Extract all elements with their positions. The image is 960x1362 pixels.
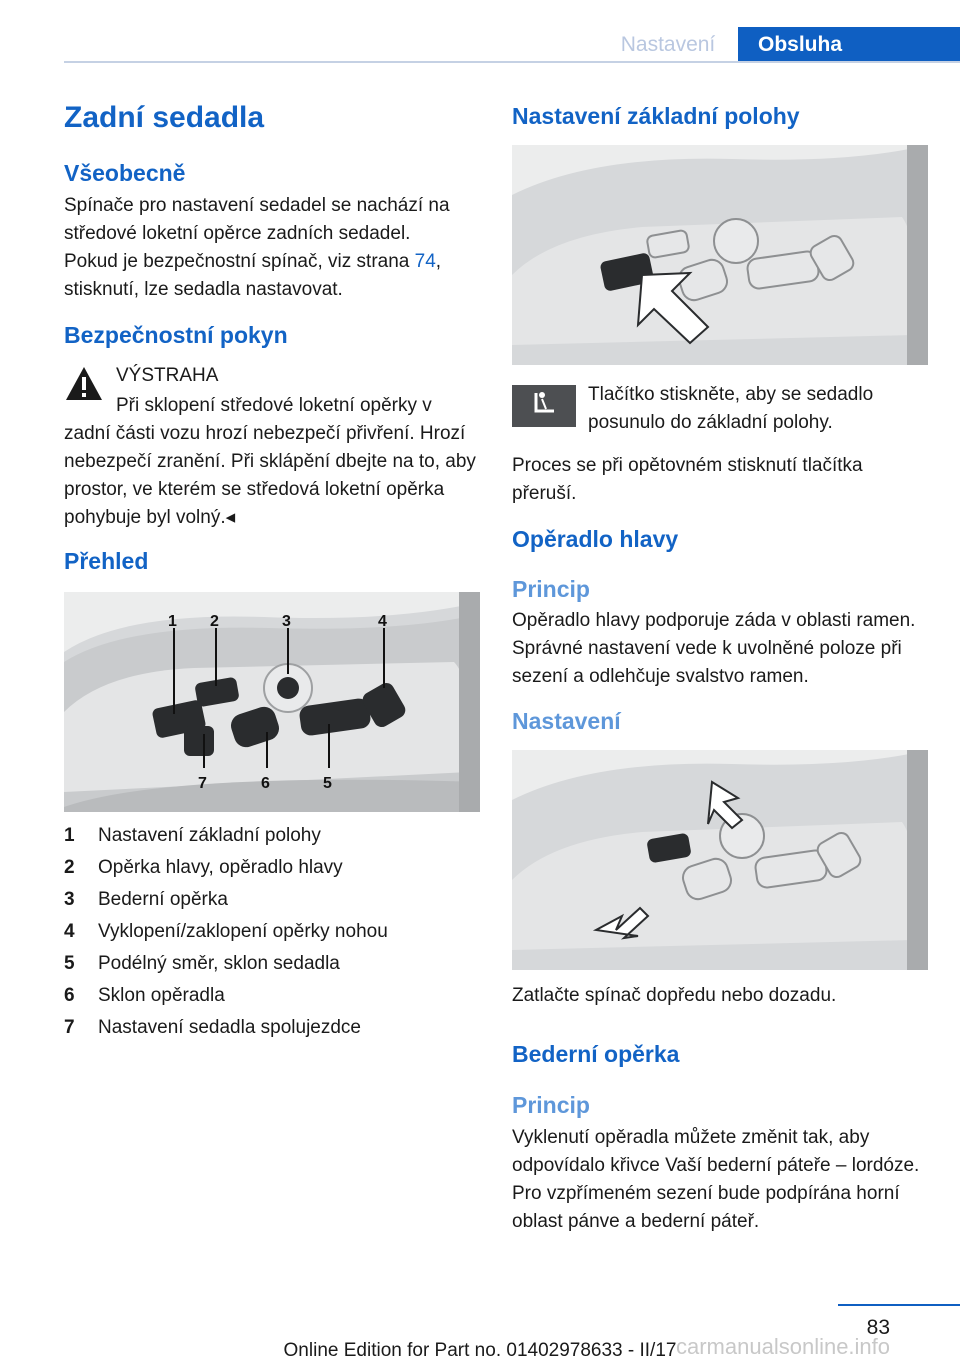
list-item-number: 7 [64, 1017, 75, 1038]
general-paragraph-1: Spínače pro nastavení sedadel se nachází na středové loketní opěrce zadních sedadel. [64, 195, 450, 244]
figure-label-2: 2 [210, 613, 219, 630]
section-tab-nastaveni[interactable]: Nastavení [620, 33, 716, 56]
head-setting-illustration [512, 750, 928, 970]
list-item [64, 918, 482, 950]
basic-position-illustration [512, 145, 928, 365]
header-divider [64, 61, 960, 63]
figure-label-1: 1 [168, 613, 177, 630]
list-item-text: Vyklopení/zaklopení opěrky nohou [98, 921, 388, 942]
overview-heading: Přehled [64, 548, 149, 574]
warning-text: Při sklopení středové loketní opěrky v zadní části vozu hrozí nebezpečí přivření. Hrozí nebezpečí zranění. Při sklápění dbejte na to, aby prostor, ve kterém se středová loketní opěrka pohybuje byl volný.◂ [64, 395, 476, 528]
lumbar-heading: Bederní opěrka [512, 1041, 680, 1067]
figure-label-7: 7 [198, 775, 207, 792]
list-item-number: 5 [64, 953, 75, 974]
head-principle-text: Opěradlo hlavy podporuje záda v oblasti ramen. Správné nastavení vede k uvolněné poloze při sezení a odlehčuje svalstvo ramen. [512, 610, 916, 687]
basic-position-cancel-text: Proces se při opětovném stisknutí tlačítka přeruší. [512, 455, 863, 504]
list-item [64, 1014, 482, 1046]
list-item [64, 950, 482, 982]
head-principle-heading: Princip [512, 576, 590, 602]
page-number: 83 [866, 1316, 890, 1339]
edition-note: Online Edition for Part no. 01402978633 - II/17 [283, 1340, 677, 1361]
page-header [0, 0, 960, 62]
figure-label-5: 5 [323, 775, 332, 792]
list-item [64, 886, 482, 918]
list-item [64, 982, 482, 1014]
overview-switch-figure [64, 592, 480, 812]
list-item [64, 822, 482, 854]
seat-icon [512, 385, 576, 427]
list-item-text: Sklon opěradla [98, 985, 225, 1006]
general-p2-text-a: Pokud je bezpečnostní spínač, viz strana [64, 251, 415, 272]
general-heading: Všeobecně [64, 160, 186, 186]
list-item-text: Nastavení základní polohy [98, 825, 321, 846]
list-item-number: 3 [64, 889, 75, 910]
basic-position-text: Tlačítko stiskněte, aby se sedadlo posunulo do základní polohy. [588, 384, 874, 433]
head-setting-heading: Nastavení [512, 708, 621, 734]
list-item-number: 1 [64, 825, 75, 846]
list-item-text: Opěrka hlavy, opěradlo hlavy [98, 857, 343, 878]
seat-basic-position-icon [512, 385, 576, 427]
list-item-text: Nastavení sedadla spolujezdce [98, 1017, 362, 1038]
lumbar-principle-heading: Princip [512, 1092, 590, 1118]
footer-divider [838, 1304, 960, 1306]
basic-position-heading: Nastavení základní polohy [512, 103, 800, 129]
list-item-number: 2 [64, 857, 75, 878]
general-p2-text-b: , stisknutí, lze sedadla nastavovat. [64, 251, 442, 300]
basic-position-figure [512, 145, 928, 365]
list-item-text: Bederní opěrka [98, 889, 228, 910]
figure-label-4: 4 [378, 613, 387, 630]
list-item-number: 4 [64, 921, 75, 942]
seat-switch-panel-illustration [64, 592, 480, 812]
warning-label: VÝSTRAHA [116, 365, 219, 386]
page-link-74[interactable]: 74 [414, 251, 436, 272]
figure-label-6: 6 [261, 775, 270, 792]
overview-list [64, 822, 482, 1046]
safety-heading: Bezpečnostní pokyn [64, 322, 288, 348]
head-setting-figure [512, 750, 928, 970]
figure-label-3: 3 [282, 613, 291, 630]
page-title: Zadní sedadla [64, 101, 265, 134]
lumbar-text: Vyklenutí opěradla můžete změnit tak, aby odpovídalo křivce Vaší bederní páteře – lordóze. Pro vzpřímeném sezení bude podpírána horní oblast pánve a bederní páteř. [512, 1127, 920, 1232]
head-support-heading: Opěradlo hlavy [512, 526, 679, 552]
general-paragraph-2 [64, 248, 482, 304]
head-setting-text: Zatlačte spínač dopředu nebo dozadu. [512, 985, 837, 1006]
list-item [64, 854, 482, 886]
watermark: carmanualsonline.info [676, 1334, 891, 1359]
section-tab-obsluha[interactable]: Obsluha [738, 27, 960, 63]
list-item-number: 6 [64, 985, 75, 1006]
list-item-text: Podélný směr, sklon sedadla [98, 953, 340, 974]
